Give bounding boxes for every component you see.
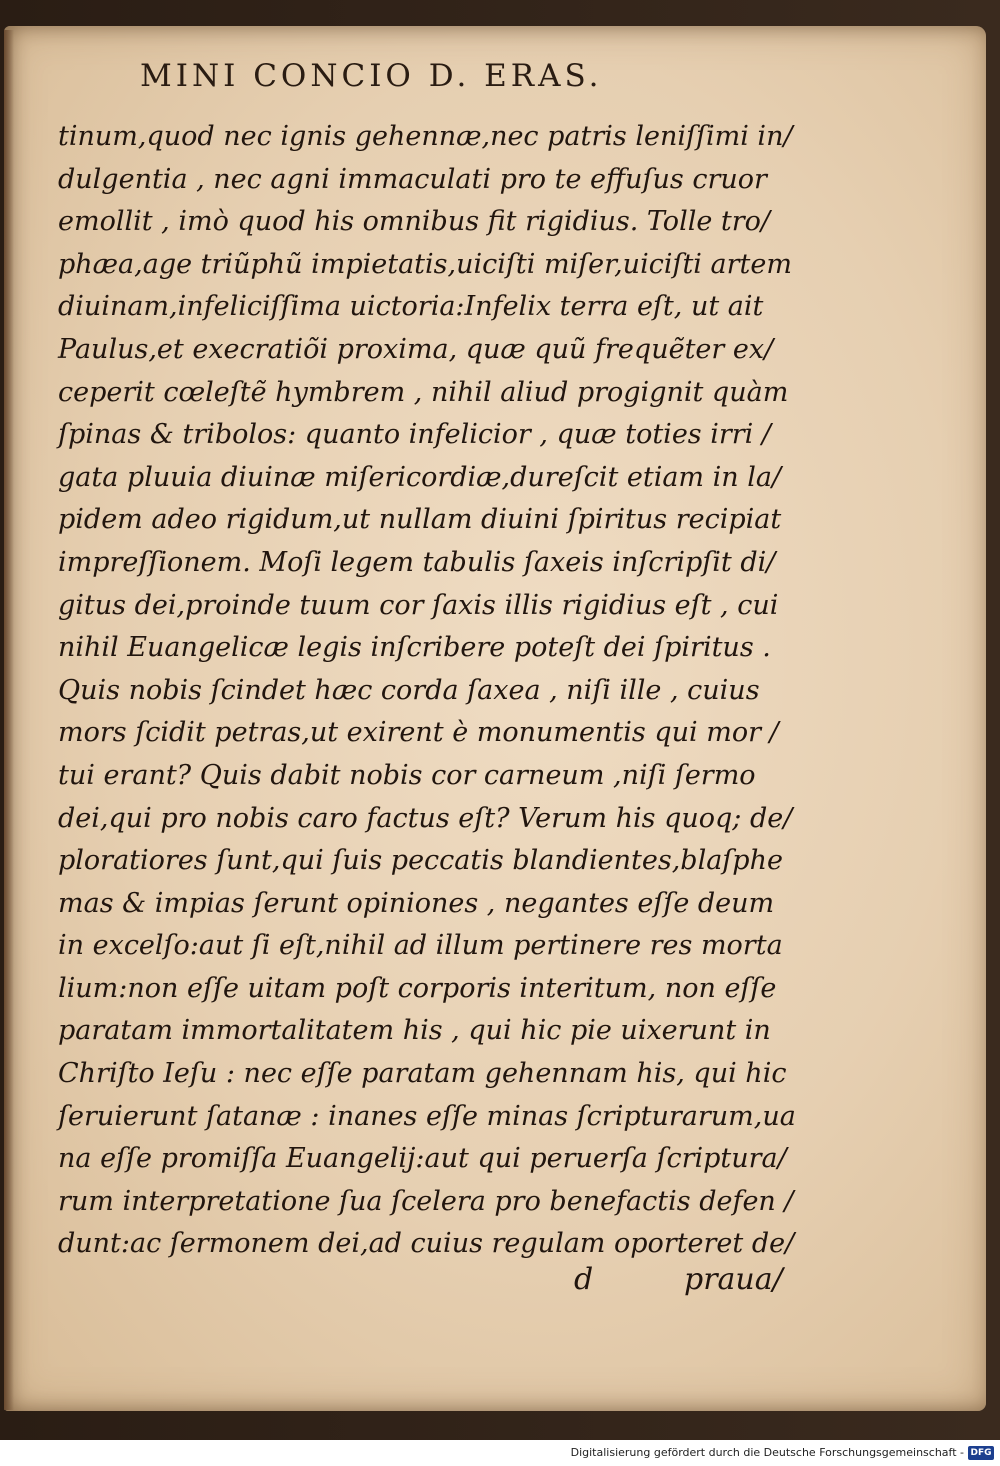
text-line: pidem adeo rigidum,ut nullam diuini ſpiritus recipiat bbox=[58, 504, 782, 536]
text-line: impreſſionem. Moſi legem tabulis ſaxeis inſcripſit di/ bbox=[58, 546, 776, 578]
text-line: rum interpretatione ſua ſcelera pro benefactis defen / bbox=[58, 1185, 794, 1217]
text-line: gata pluuia diuinæ miſericordiæ,dureſcit etiam in la/ bbox=[58, 461, 782, 493]
running-head: MINI CONCIO D. ERAS. bbox=[140, 58, 603, 94]
text-line: emollit , imò quod his omnibus fit rigidius. Tolle tro/ bbox=[58, 206, 771, 238]
text-line: tinum,quod nec ignis gehennæ,nec patris leniſſimi in/ bbox=[58, 121, 793, 152]
text-line: ceperit cœleſtẽ hymbrem , nihil aliud progignit quàm bbox=[58, 376, 789, 408]
text-line: ploratiores ſunt,qui ſuis peccatis blandientes,blaſphe bbox=[58, 845, 783, 877]
text-line: lium:non eſſe uitam poſt corporis interitum, non eſſe bbox=[58, 972, 777, 1004]
text-line: mas & impias ſerunt opiniones , negantes eſſe deum bbox=[58, 887, 775, 919]
dfg-logo-icon: DFG bbox=[968, 1446, 994, 1460]
text-line: Chriſto Ieſu : nec eſſe paratam gehennam his, qui hic bbox=[58, 1058, 787, 1090]
text-line: Paulus,et execratiõi proxima, quæ quũ frequẽter ex/ bbox=[58, 333, 774, 365]
text-line: dei,qui pro nobis caro factus eſt? Verum his quoq; de/ bbox=[58, 802, 793, 834]
text-line: nihil Euangelicæ legis inſcribere poteſt dei ſpiritus . bbox=[58, 632, 771, 664]
text-line: gitus dei,proinde tuum cor ſaxis illis rigidius eſt , cui bbox=[58, 589, 779, 621]
text-line: diuinam,infeliciſſima uictoria:Infelix terra eſt, ut ait bbox=[58, 291, 764, 323]
text-line: mors ſcidit petras,ut exirent è monumentis qui mor / bbox=[58, 717, 779, 749]
text-line: phæa,age triũphũ impietatis,uiciſti miſer,uiciſti artem bbox=[58, 248, 792, 280]
text-line: ſeruierunt ſatanæ : inanes eſſe minas ſcripturarum,ua bbox=[58, 1100, 796, 1132]
catchword: praua/ bbox=[684, 1262, 783, 1297]
text-line: in excelſo:aut ſi eſt,nihil ad illum pertinere res morta bbox=[58, 930, 783, 962]
page-spine-shadow bbox=[4, 30, 14, 1410]
text-line: paratam immortalitatem his , qui hic pie uixerunt in bbox=[58, 1015, 771, 1047]
text-line: dulgentia , nec agni immaculati pro te effuſus cruor bbox=[58, 163, 767, 195]
text-line: dunt:ac ſermonem dei,ad cuius regulam oporteret de/ bbox=[58, 1228, 795, 1260]
body-text bbox=[58, 116, 796, 1266]
funding-credit: Digitalisierung gefördert durch die Deutsche Forschungsgemeinschaft - bbox=[570, 1446, 964, 1459]
text-line: Quis nobis ſcindet hæc corda ſaxea , niſi ille , cuius bbox=[58, 674, 760, 706]
text-line: na eſſe promiſſa Euangelij:aut qui peruerſa ſcriptura/ bbox=[58, 1143, 787, 1175]
signature-mark: d bbox=[574, 1262, 594, 1297]
text-line: ſpinas & tribolos: quanto infelicior , quæ toties irri / bbox=[58, 419, 771, 451]
text-line: tui erant? Quis dabit nobis cor carneum ,niſi ſermo bbox=[58, 759, 756, 791]
